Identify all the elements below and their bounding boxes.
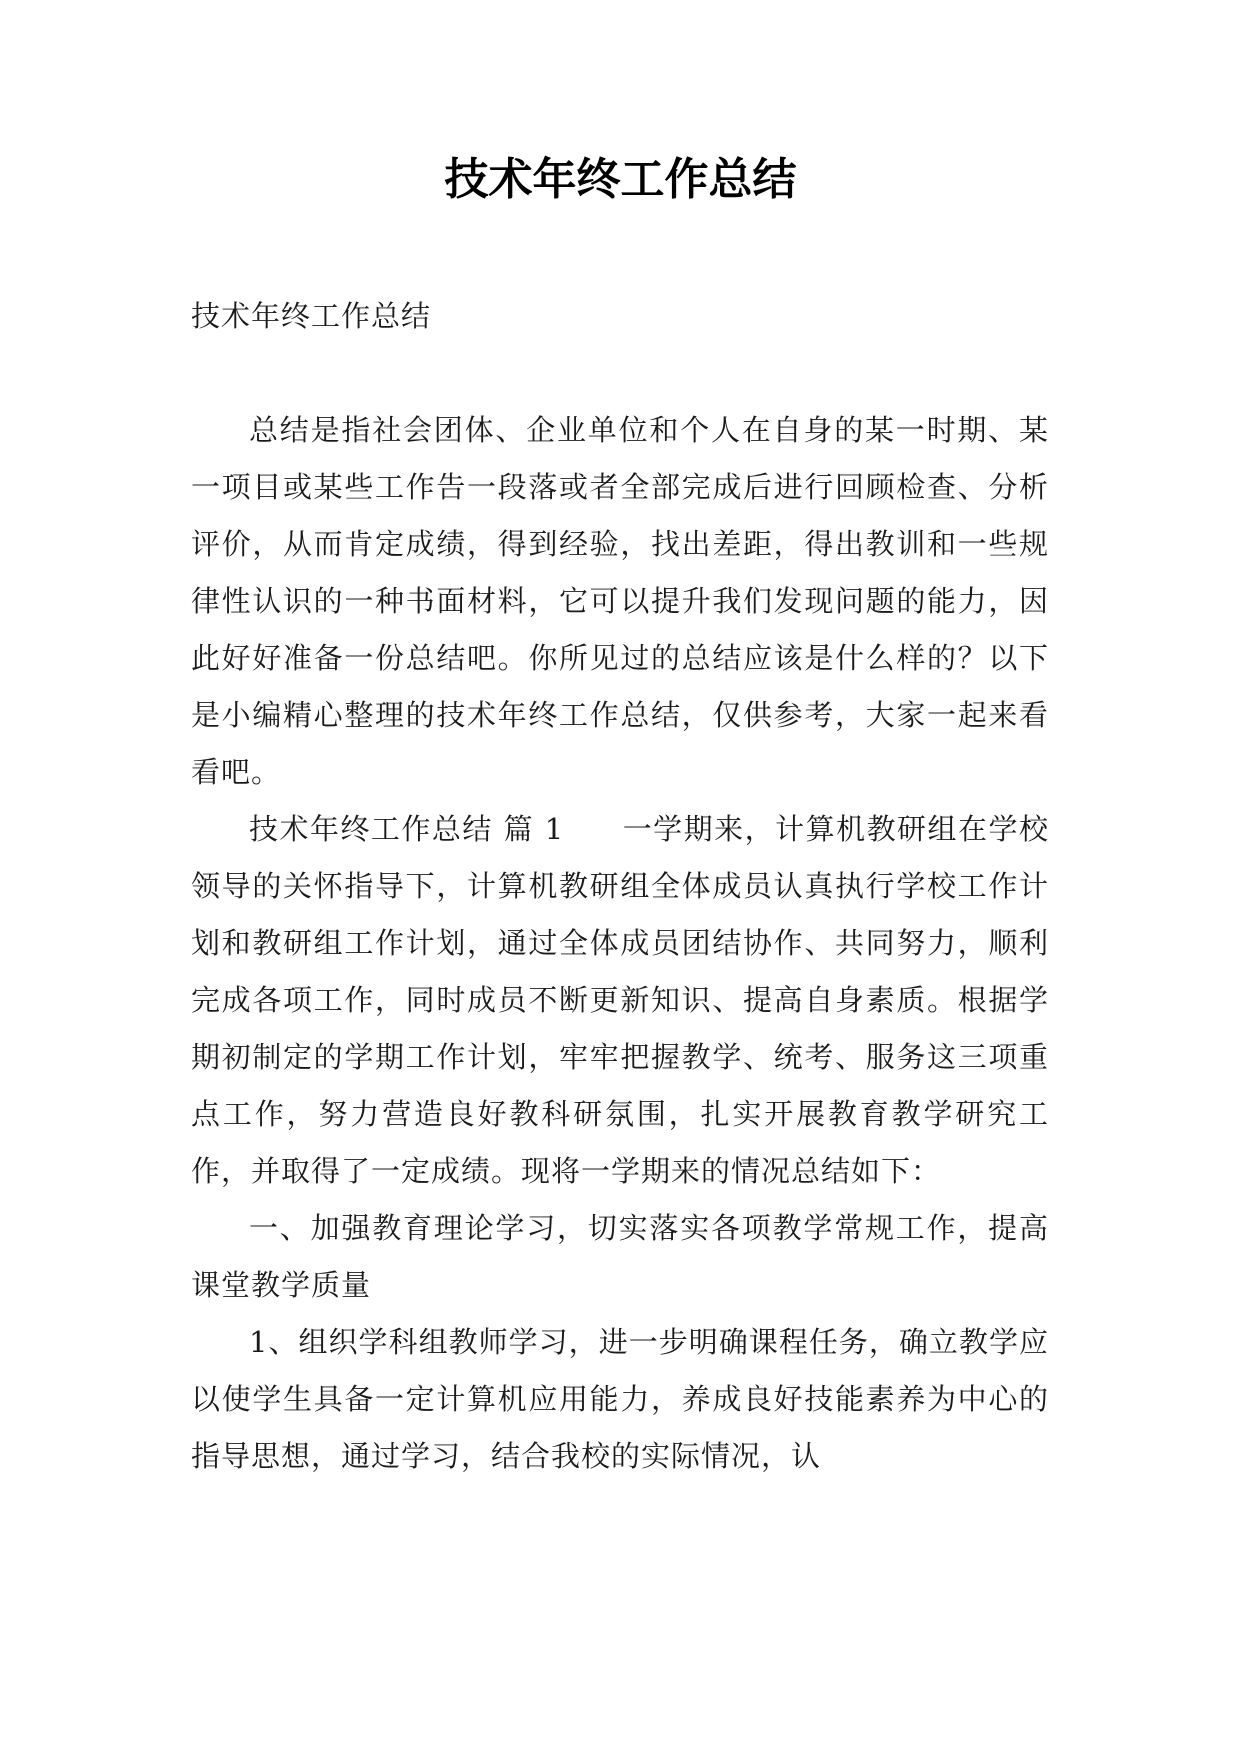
- section-body: 一学期来，计算机教研组在学校领导的关怀指导下，计算机教研组全体成员认真执行学校工作计划和教研组工作计划，通过全体成员团结协作、共同努力，顺利完成各项工作，同时成员不断更新知识、提高自身素质。根据学期初制定的学期工作计划，牢牢把握教学、统考、服务这三项重点工作，努力营造良好教科研氛围，扎实开展教育教学研究工作，并取得了一定成绩。现将一学期来的情况总结如下：: [191, 812, 1049, 1188]
- intro-paragraph: 总结是指社会团体、企业单位和个人在自身的某一时期、某一项目或某些工作告一段落或者全部完成后进行回顾检查、分析评价，从而肯定成绩，得到经验，找出差距，得出教训和一些规律性认识的一种书面材料，它可以提升我们发现问题的能力，因此好好准备一份总结吧。你所见过的总结应该是什么样的？以下是小编精心整理的技术年终工作总结，仅供参考，大家一起来看看吧。: [191, 413, 1049, 789]
- document-title: 技术年终工作总结: [444, 154, 797, 205]
- item-1-paragraph: 1、组织学科组教师学习，进一步明确课程任务，确立教学应以使学生具备一定计算机应用能力，养成良好技能素养为中心的指导思想，通过学习，结合我校的实际情况，认: [191, 1325, 1049, 1473]
- heading-1: 一、加强教育理论学习，切实落实各项教学常规工作，提高课堂教学质量: [191, 1211, 1049, 1302]
- section-label: 技术年终工作总结 篇 1: [249, 812, 565, 846]
- document-subtitle: 技术年终工作总结: [191, 299, 432, 333]
- document-body: [191, 288, 1049, 1485]
- section-paragraph: [191, 801, 1049, 1200]
